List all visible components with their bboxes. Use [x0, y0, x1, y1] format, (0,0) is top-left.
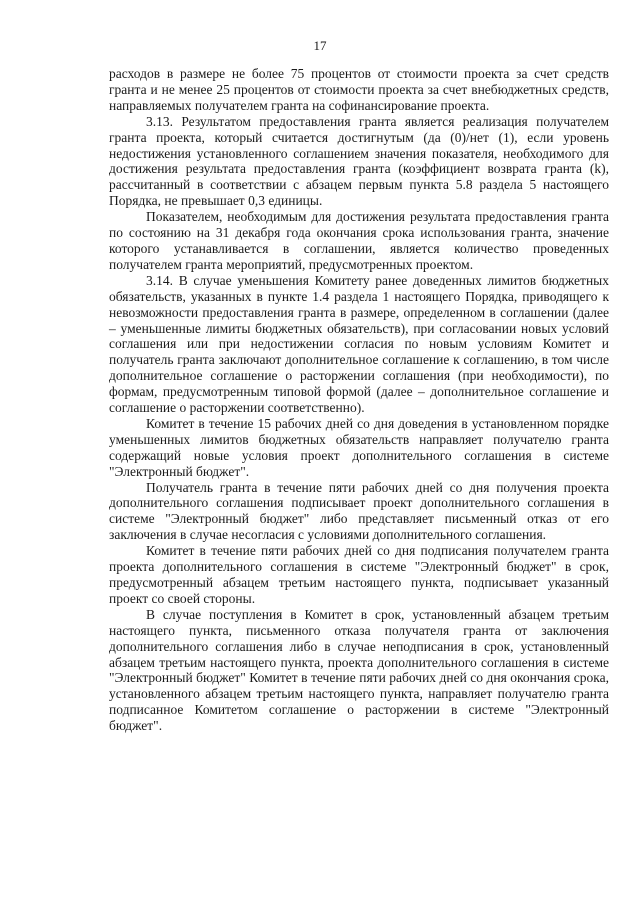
- paragraph-continuation: расходов в размере не более 75 процентов от стоимости проекта за счет средств гранта и не менее 25 процентов от стоимости проекта за счет внебюджетных средств, направляемых получателем гранта на софинансирование проекта.: [109, 66, 609, 113]
- paragraph-refusal-termination: В случае поступления в Комитет в срок, установленный абзацем третьим настоящего пункта, письменного отказа получателя гранта от заключения дополнительного соглашения либо в случае неподписания в срок, установленный абзацем третьим настоящего пункта, проекта дополнительного соглашения в системе "Электронный бюджет" Комитет в течение пяти рабочих дней со дня окончания срока, установленного абзацем третьим настоящего пункта, направляет получателю гранта подписанное Комитетом соглашение о расторжении в системе "Электронный бюджет".: [109, 606, 609, 734]
- paragraph-3-14: 3.14. В случае уменьшения Комитету ранее доведенных лимитов бюджетных обязательств, указанных в пункте 1.4 раздела 1 настоящего Порядка, приводящего к невозможности предоставления гранта в размере, определенном в соглашении (далее – уменьшенные лимиты бюджетных обязательств), при согласовании новых условий соглашения или при недостижении согласия по новым условиям Комитет и получатель гранта заключают дополнительное соглашение к соглашению, в том числе дополнительное соглашение о расторжении соглашения (при необходимости), по формам, предусмотренным типовой формой (далее – дополнительное соглашение и соглашение о расторжении соответственно).: [109, 272, 609, 416]
- paragraph-3-13: 3.13. Результатом предоставления гранта является реализация получателем гранта проекта, который считается достигнутым (да (0)/нет (1), если уровень недостижения установленного соглашением значения показателя, необходимого для достижения результата предоставления гранта (коэффициент возврата гранта (k), рассчитанный в соответствии с абзацем первым пункта 5.8 раздела 5 настоящего Порядка, не превышает 0,3 единицы.: [109, 113, 609, 209]
- paragraph-committee-15-days: Комитет в течение 15 рабочих дней со дня доведения в установленном порядке уменьшенных лимитов бюджетных обязательств направляет получателю гранта содержащий новые условия проект дополнительного соглашения в системе "Электронный бюджет".: [109, 415, 609, 479]
- document-body: [109, 66, 609, 734]
- paragraph-indicator: Показателем, необходимым для достижения результата предоставления гранта по состоянию на 31 декабря года окончания срока использования гранта, значение которого устанавливается в соглашении, является количество проведенных получателем гранта мероприятий, предусмотренных проектом.: [109, 209, 609, 272]
- page-number: 17: [313, 38, 327, 53]
- paragraph-recipient-5-days: Получатель гранта в течение пяти рабочих дней со дня получения проекта дополнительного соглашения подписывает проект дополнительного соглашения в системе "Электронный бюджет" либо представляет письменный отказ от его заключения в случае несогласия с условиями дополнительного соглашения.: [109, 479, 609, 543]
- paragraph-committee-signs: Комитет в течение пяти рабочих дней со дня подписания получателем гранта проекта дополнительного соглашения в системе "Электронный бюджет" в срок, предусмотренный абзацем третьим настоящего пункта, подписывает указанный проект со своей стороны.: [109, 543, 609, 606]
